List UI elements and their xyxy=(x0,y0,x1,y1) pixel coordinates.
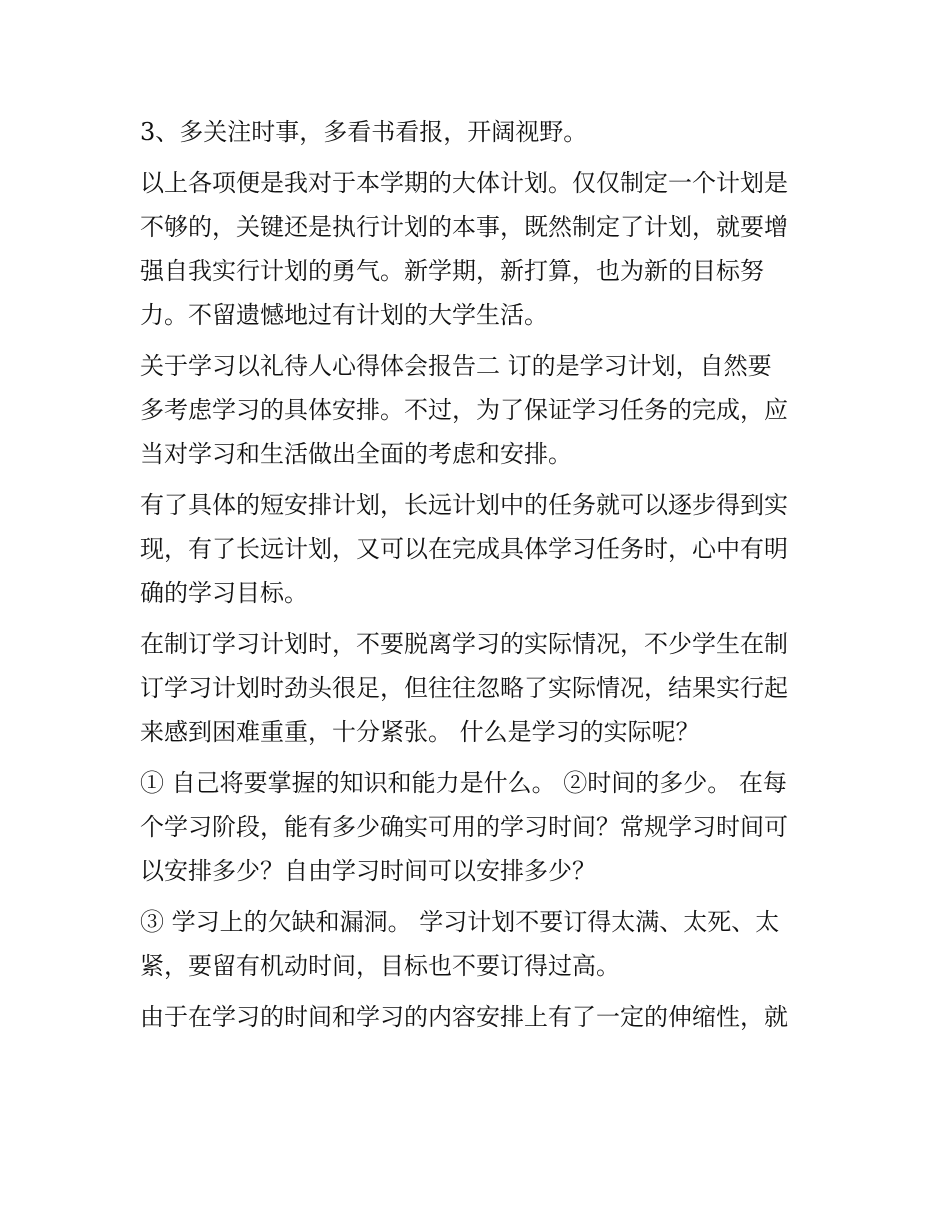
text-line: 3、多关注时事，多看书看报，开阔视野。 xyxy=(140,118,588,146)
text-line: 在制订学习计划时，不要脱离学习的实际情况，不少学生在制 xyxy=(140,630,788,658)
text-line: 力。不留遗憾地过有计划的大学生活。 xyxy=(140,301,548,329)
paragraph xyxy=(140,483,820,615)
text-line: 以安排多少？自由学习时间可以安排多少？ xyxy=(140,857,596,885)
text-line: 个学习阶段，能有多少确实可用的学习时间？常规学习时间可 xyxy=(140,813,788,841)
text-line: ① 自己将要掌握的知识和能力是什么。 ②时间的多少。 在每 xyxy=(140,769,787,797)
text-line: ③ 学习上的欠缺和漏洞。 学习计划不要订得太满、太死、太 xyxy=(140,908,780,936)
text-line: 强自我实行计划的勇气。新学期，新打算，也为新的目标努 xyxy=(140,257,764,285)
document-body xyxy=(140,110,820,1039)
text-line: 以上各项便是我对于本学期的大体计划。仅仅制定一个计划是 xyxy=(140,169,788,197)
paragraph xyxy=(140,344,820,476)
text-line: 确的学习目标。 xyxy=(140,579,308,607)
text-line: 由于在学习的时间和学习的内容安排上有了一定的伸缩性，就 xyxy=(140,1003,788,1031)
text-line: 紧，要留有机动时间，目标也不要订得过高。 xyxy=(140,952,620,980)
text-line: 来感到困难重重，十分紧张。 什么是学习的实际呢？ xyxy=(140,718,700,746)
text-line: 现，有了长远计划，又可以在完成具体学习任务时，心中有明 xyxy=(140,535,788,563)
text-line: 订学习计划时劲头很足，但往往忽略了实际情况，结果实行起 xyxy=(140,674,788,702)
text-line: 多考虑学习的具体安排。不过，为了保证学习任务的完成，应 xyxy=(140,396,788,424)
paragraph xyxy=(140,995,820,1039)
text-line: 关于学习以礼待人心得体会报告二 订的是学习计划，自然要 xyxy=(140,352,772,380)
paragraph xyxy=(140,900,820,988)
paragraph xyxy=(140,622,820,754)
text-line: 不够的，关键还是执行计划的本事，既然制定了计划，就要增 xyxy=(140,213,788,241)
text-line: 当对学习和生活做出全面的考虑和安排。 xyxy=(140,440,572,468)
paragraph xyxy=(140,761,820,893)
text-line: 有了具体的短安排计划，长远计划中的任务就可以逐步得到实 xyxy=(140,491,788,519)
paragraph xyxy=(140,110,820,154)
paragraph xyxy=(140,161,820,337)
